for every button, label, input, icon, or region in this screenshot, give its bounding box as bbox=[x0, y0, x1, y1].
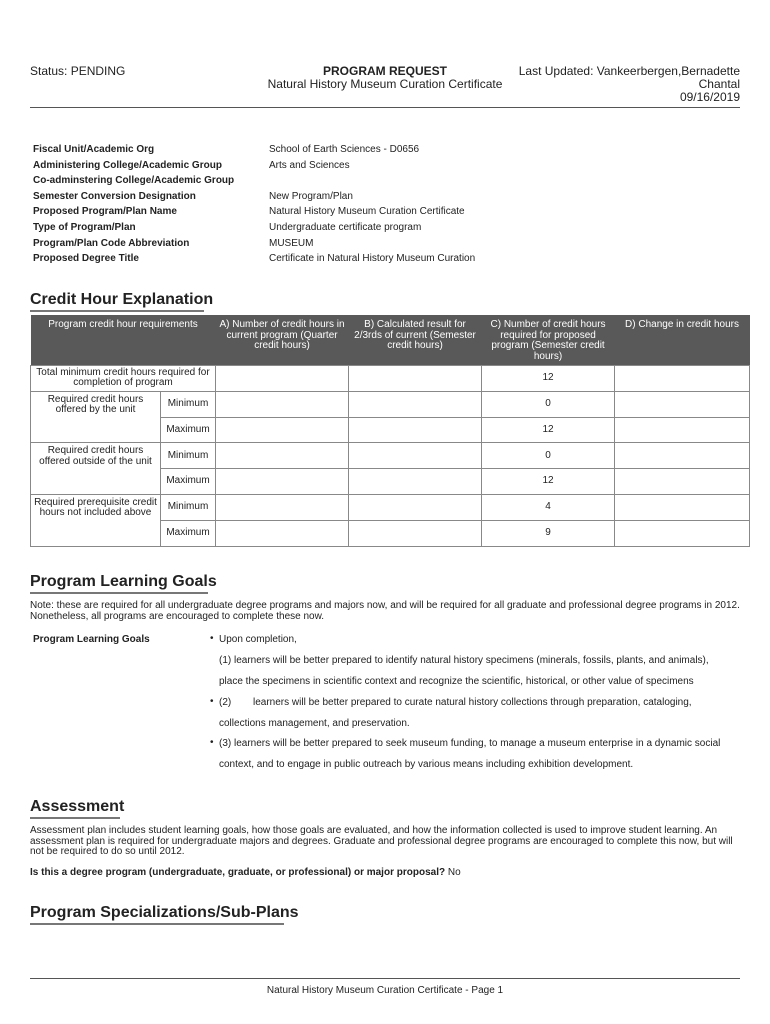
page-subtitle: Natural History Museum Curation Certificate bbox=[267, 77, 503, 91]
table-cell: 12 bbox=[482, 417, 615, 443]
table-cell bbox=[349, 520, 482, 546]
table-cell: Maximum bbox=[161, 417, 216, 443]
status-label: Status: PENDING bbox=[30, 64, 126, 78]
table-cell bbox=[349, 417, 482, 443]
degree-question-answer: No bbox=[447, 867, 461, 878]
table-cell bbox=[216, 469, 349, 495]
table-cell bbox=[615, 494, 750, 520]
table-cell bbox=[349, 391, 482, 417]
info-label: Semester Conversion Designation bbox=[33, 190, 196, 202]
table-cell bbox=[615, 520, 750, 546]
table-cell: Required prerequisite credit hours not included above bbox=[31, 494, 161, 546]
info-row bbox=[33, 252, 733, 268]
table-row bbox=[31, 391, 750, 417]
table-cell bbox=[349, 443, 482, 469]
last-updated-date: 09/16/2019 bbox=[679, 90, 740, 104]
info-label: Co-adminstering College/Academic Group bbox=[33, 175, 235, 187]
degree-question-text: Is this a degree program (undergraduate, graduate, or professional) or major proposal? bbox=[30, 867, 446, 878]
goal-line: (2) bbox=[219, 697, 232, 708]
goal-line: learners will be better prepared to curate natural history collections through preparation, cataloging, bbox=[253, 697, 692, 708]
table-cell: 0 bbox=[482, 391, 615, 417]
table-header: B) Calculated result for 2/3rds of current (Semester credit hours) bbox=[349, 315, 482, 366]
table-cell: Maximum bbox=[161, 469, 216, 495]
learning-goals-underline bbox=[30, 592, 208, 594]
degree-question bbox=[30, 867, 461, 879]
goal-line: place the specimens in scientific context and recognize the scientific, historical, or other value of specimens bbox=[219, 676, 694, 687]
table-cell: Maximum bbox=[161, 520, 216, 546]
info-value: Arts and Sciences bbox=[269, 159, 350, 171]
info-value: School of Earth Sciences - D0656 bbox=[269, 144, 420, 155]
assessment-underline bbox=[30, 817, 120, 819]
page-footer: Natural History Museum Curation Certificate - Page 1 bbox=[266, 985, 504, 996]
info-row bbox=[33, 221, 733, 237]
goal-line: collections management, and preservation. bbox=[219, 718, 410, 729]
table-header-row bbox=[31, 315, 750, 366]
last-updated-line1: Last Updated: Vankeerbergen,Bernadette bbox=[518, 64, 740, 78]
assessment-note: Assessment plan includes student learning goals, how those goals are evaluated, and how the information collected is used to improve student learning. An assessment plan is required for undergraduate majors and degrees. Graduate and professional degree programs are encouraged to complete this now, but will not be required to do so until 2012. bbox=[30, 825, 733, 857]
table-header: A) Number of credit hours in current program (Quarter credit hours) bbox=[216, 315, 349, 366]
last-updated-line2: Chantal bbox=[698, 77, 740, 91]
table-cell bbox=[615, 417, 750, 443]
info-value: Natural History Museum Curation Certificate bbox=[269, 206, 465, 218]
learning-goals-heading: Program Learning Goals bbox=[30, 573, 217, 590]
info-row bbox=[33, 205, 733, 221]
table-cell bbox=[349, 469, 482, 495]
table-cell bbox=[349, 366, 482, 392]
table-cell: Minimum bbox=[161, 391, 216, 417]
goal-line: Upon completion, bbox=[219, 634, 297, 645]
info-row bbox=[33, 174, 733, 190]
info-row bbox=[33, 237, 733, 253]
table-cell bbox=[615, 443, 750, 469]
info-label: Program/Plan Code Abbreviation bbox=[33, 237, 190, 249]
goal-line: (3) learners will be better prepared to seek museum funding, to manage a museum enterprise in a dynamic social bbox=[219, 738, 721, 749]
goal-line: (1) learners will be better prepared to identify natural history specimens (minerals, fossils, plants, and animals), bbox=[219, 655, 709, 666]
specializations-underline bbox=[30, 923, 284, 925]
info-value: Certificate in Natural History Museum Curation bbox=[269, 253, 476, 265]
table-cell bbox=[349, 494, 482, 520]
header-divider bbox=[30, 107, 740, 108]
table-cell bbox=[216, 520, 349, 546]
table-cell: Required credit hours offered by the unit bbox=[31, 391, 161, 443]
table-header: C) Number of credit hours required for proposed program (Semester credit hours) bbox=[482, 315, 615, 366]
table-row bbox=[31, 494, 750, 520]
info-value: New Program/Plan bbox=[269, 190, 353, 202]
learning-goals-note: Note: these are required for all undergraduate degree programs and majors now, and will be required for all graduate and professional degree programs in 2012. Nonetheless, all programs are encouraged to complete these now. bbox=[30, 600, 740, 622]
table-cell bbox=[615, 366, 750, 392]
table-cell: 0 bbox=[482, 443, 615, 469]
bullet-icon: • bbox=[210, 696, 214, 707]
bullet-icon: • bbox=[210, 737, 214, 748]
table-cell: 12 bbox=[482, 366, 615, 392]
table-cell bbox=[216, 417, 349, 443]
bullet-icon: • bbox=[210, 633, 214, 644]
info-label: Proposed Degree Title bbox=[33, 253, 139, 265]
info-value: Undergraduate certificate program bbox=[269, 222, 422, 233]
table-cell bbox=[216, 391, 349, 417]
footer-divider bbox=[30, 978, 740, 979]
table-row bbox=[31, 366, 750, 392]
info-label: Administering College/Academic Group bbox=[33, 159, 222, 171]
table-cell: 9 bbox=[482, 520, 615, 546]
credit-hour-table bbox=[30, 315, 750, 547]
info-row bbox=[33, 143, 733, 159]
info-row bbox=[33, 190, 733, 206]
learning-goals-label: Program Learning Goals bbox=[33, 634, 150, 645]
table-cell bbox=[216, 494, 349, 520]
table-cell bbox=[216, 443, 349, 469]
table-cell: 12 bbox=[482, 469, 615, 495]
table-cell: Total minimum credit hours required for completion of program bbox=[31, 366, 216, 392]
assessment-heading: Assessment bbox=[30, 798, 125, 815]
table-cell bbox=[216, 366, 349, 392]
table-cell: Minimum bbox=[161, 494, 216, 520]
table-row bbox=[31, 443, 750, 469]
specializations-heading: Program Specializations/Sub-Plans bbox=[30, 904, 299, 921]
goal-line: context, and to engage in public outreach by various means including exhibition development. bbox=[219, 759, 634, 770]
table-header: Program credit hour requirements bbox=[31, 315, 216, 366]
info-label: Type of Program/Plan bbox=[33, 222, 136, 233]
page-title: PROGRAM REQUEST bbox=[322, 64, 447, 78]
credit-hour-underline bbox=[30, 310, 204, 312]
table-cell: 4 bbox=[482, 494, 615, 520]
table-cell bbox=[615, 391, 750, 417]
info-label: Proposed Program/Plan Name bbox=[33, 206, 177, 218]
table-cell: Required credit hours offered outside of the unit bbox=[31, 443, 161, 495]
table-header: D) Change in credit hours bbox=[615, 315, 750, 366]
table-cell bbox=[615, 469, 750, 495]
table-cell: Minimum bbox=[161, 443, 216, 469]
credit-hour-heading: Credit Hour Explanation bbox=[30, 291, 214, 308]
info-row bbox=[33, 159, 733, 175]
info-value: MUSEUM bbox=[269, 237, 314, 249]
info-label: Fiscal Unit/Academic Org bbox=[33, 144, 155, 155]
